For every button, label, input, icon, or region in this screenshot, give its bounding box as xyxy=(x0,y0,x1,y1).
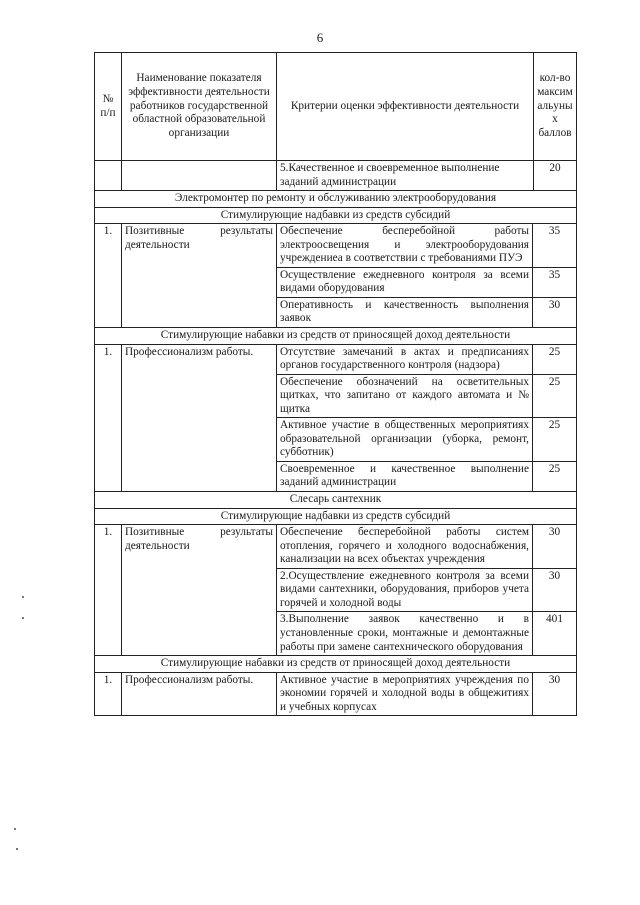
criterion-points: 30 xyxy=(533,525,577,568)
criteria-list xyxy=(277,224,576,327)
criterion-points: 401 xyxy=(533,612,577,655)
criterion-text: Своевременное и качественное выполнение заданий администрации xyxy=(280,462,529,489)
list-item xyxy=(277,525,576,568)
row-num: 1. xyxy=(95,525,122,656)
indicator-name: Позитивные результаты деятельности xyxy=(122,525,277,656)
section-title-electrician: Электромонтер по ремонту и обслуживанию электрооборудования xyxy=(95,191,577,208)
section-row xyxy=(95,191,577,208)
section-title-plumber: Слесарь сантехник xyxy=(95,492,577,509)
subsection-title: Стимулирующие надбавки из средств субсидий xyxy=(95,207,577,224)
continuation-row xyxy=(95,161,577,191)
subsection-row xyxy=(95,656,577,673)
criterion-points: 25 xyxy=(533,461,577,491)
scan-speck xyxy=(14,828,16,830)
criterion-points: 35 xyxy=(533,224,577,267)
table-header-row xyxy=(95,53,577,161)
table-row xyxy=(95,525,577,656)
criterion-text: Отсутствие замечаний в актах и предписаниях органов государственного контроля (надзора) xyxy=(277,345,533,375)
list-item xyxy=(277,297,576,327)
list-item xyxy=(277,224,576,267)
list-item xyxy=(277,418,576,462)
table-row xyxy=(95,224,577,328)
criterion-text: 5.Качественное и своевременное выполнение заданий администрации xyxy=(277,161,534,191)
criterion-text: Обеспечение бесперебойной работы электроосвещения и электрооборудования учреждениеа в соответствии с требованиями ПУЭ xyxy=(277,224,533,267)
criterion-points: 30 xyxy=(533,673,577,716)
criterion-points: 20 xyxy=(534,161,577,191)
header-indicator: Наименование показателя эффективности деятельности работников государственной областной образовательной организации xyxy=(122,53,277,161)
criterion-text: Активное участие в общественных мероприятиях образовательной организации (уборка, ремонт, субботник) xyxy=(277,418,533,462)
scan-speck xyxy=(16,848,18,850)
indicator-name: Позитивные результаты деятельности xyxy=(122,224,277,328)
indicator-name: Профессионализм работы. xyxy=(122,672,277,716)
row-num: 1. xyxy=(95,344,122,491)
criterion-text: 2.Осуществление ежедневного контроля за всеми видами сантехники, оборудования, приборов учета горячей и холодной воды xyxy=(277,568,533,612)
subsection-title: Стимулирующие надбавки из средств субсидий xyxy=(95,508,577,525)
subsection-row xyxy=(95,207,577,224)
criterion-text: Оперативность и качественность выполнения заявок xyxy=(280,298,529,325)
subsection-row xyxy=(95,328,577,345)
criteria-list xyxy=(277,345,576,491)
indicator-name: Профессионализм работы. xyxy=(122,344,277,491)
criterion-text: Активное участие в мероприятиях учреждения по экономии горячей и холодной воды в общежитиях и учебных корпусах xyxy=(280,673,529,713)
table-row xyxy=(95,344,577,491)
scan-speck xyxy=(22,617,24,619)
row-num: 1. xyxy=(95,224,122,328)
header-criteria: Критерии оценки эффективности деятельности xyxy=(277,53,534,161)
subsection-title: Стимулирующие набавки из средств от приносящей доход деятельности xyxy=(95,656,577,673)
scan-speck xyxy=(22,596,24,598)
list-item xyxy=(277,568,576,612)
criterion-points: 25 xyxy=(533,374,577,418)
row-num: 1. xyxy=(95,672,122,716)
subsection-title: Стимулирующие набавки из средств от приносящей доход деятельности xyxy=(95,328,577,345)
criterion-points: 30 xyxy=(533,297,577,327)
section-row xyxy=(95,492,577,509)
header-points: кол-во максим альуны х баллов xyxy=(534,53,577,161)
list-item xyxy=(277,612,576,655)
criteria-list xyxy=(277,525,576,655)
criterion-points: 30 xyxy=(533,568,577,612)
criterion-text: Осуществление ежедневного контроля за всеми видами оборудования xyxy=(277,267,533,297)
list-item xyxy=(277,461,576,491)
table-row xyxy=(95,672,577,716)
header-num: № п/п xyxy=(95,53,122,161)
list-item xyxy=(277,374,576,418)
criterion-text: Обеспечение обозначений на осветительных щитках, что запитано от каждого автомата и № щитка xyxy=(277,374,533,418)
criterion-points: 25 xyxy=(533,345,577,375)
criterion-points: 25 xyxy=(533,418,577,462)
criterion-points: 35 xyxy=(533,267,577,297)
list-item xyxy=(277,673,576,716)
criterion-text: 3.Выполнение заявок качественно и в установленные сроки, монтажные и демонтажные работы при замене сантехнического оборудования xyxy=(280,613,529,653)
list-item xyxy=(277,345,576,375)
page-number: 6 xyxy=(316,30,324,45)
criterion-text: Обеспечение бесперебойной работы систем отопления, горячего и холодного водоснабжения, канализации на всех объектах учреждения xyxy=(277,525,533,568)
subsection-row xyxy=(95,508,577,525)
criteria-table xyxy=(94,52,577,716)
criteria-list xyxy=(277,673,576,716)
list-item xyxy=(277,267,576,297)
